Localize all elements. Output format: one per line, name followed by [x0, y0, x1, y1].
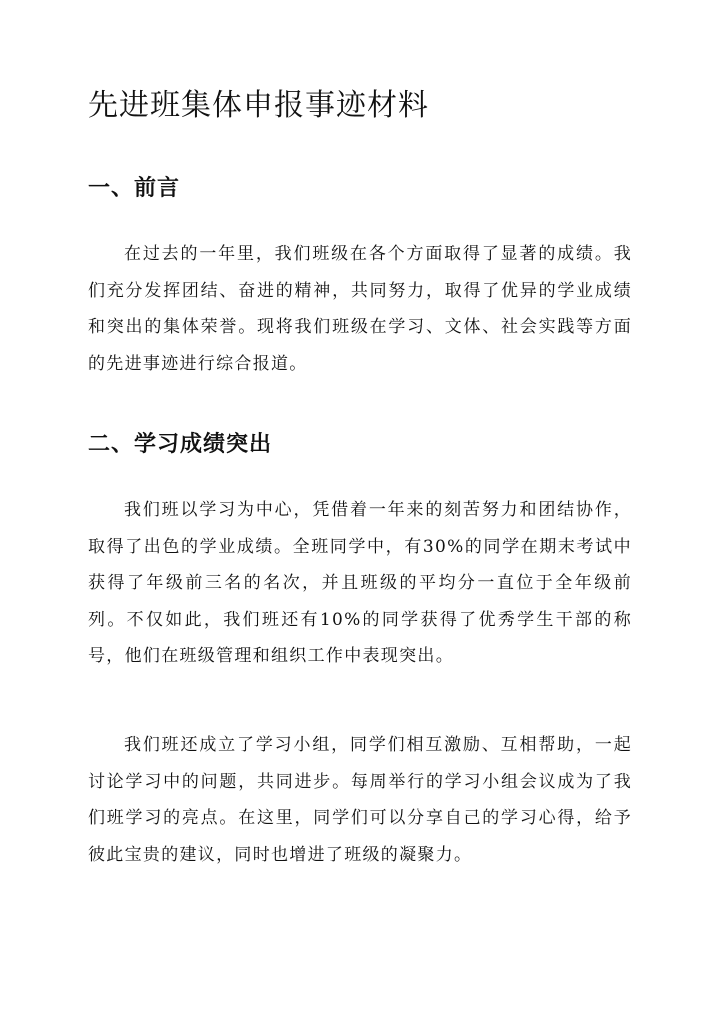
paragraph-preface: 在过去的一年里，我们班级在各个方面取得了显著的成绩。我们充分发挥团结、奋进的精神，共同努力，取得了优异的学业成绩和突出的集体荣誉。现将我们班级在学习、文体、社会实践等方面的先进事迹进行综合报道。 — [88, 244, 632, 374]
section-heading-academics: 二、学习成绩突出 — [88, 431, 273, 457]
paragraph-study-groups: 我们班还成立了学习小组，同学们相互激励、互相帮助，一起讨论学习中的问题，共同进步。每周举行的学习小组会议成为了我们班学习的亮点。在这里，同学们可以分享自己的学习心得，给予彼此宝贵的建议，同时也增进了班级的凝聚力。 — [88, 735, 632, 865]
paragraph-academics-results: 我们班以学习为中心，凭借着一年来的刻苦努力和团结协作，取得了出色的学业成绩。全班同学中，有30%的同学在期末考试中获得了年级前三名的名次，并且班级的平均分一直位于全年级前列。不仅如此，我们班还有10%的同学获得了优秀学生干部的称号，他们在班级管理和组织工作中表现突出。 — [88, 500, 632, 666]
section-heading-preface: 一、前言 — [88, 175, 181, 201]
document-title: 先进班集体申报事迹材料 — [88, 88, 429, 123]
